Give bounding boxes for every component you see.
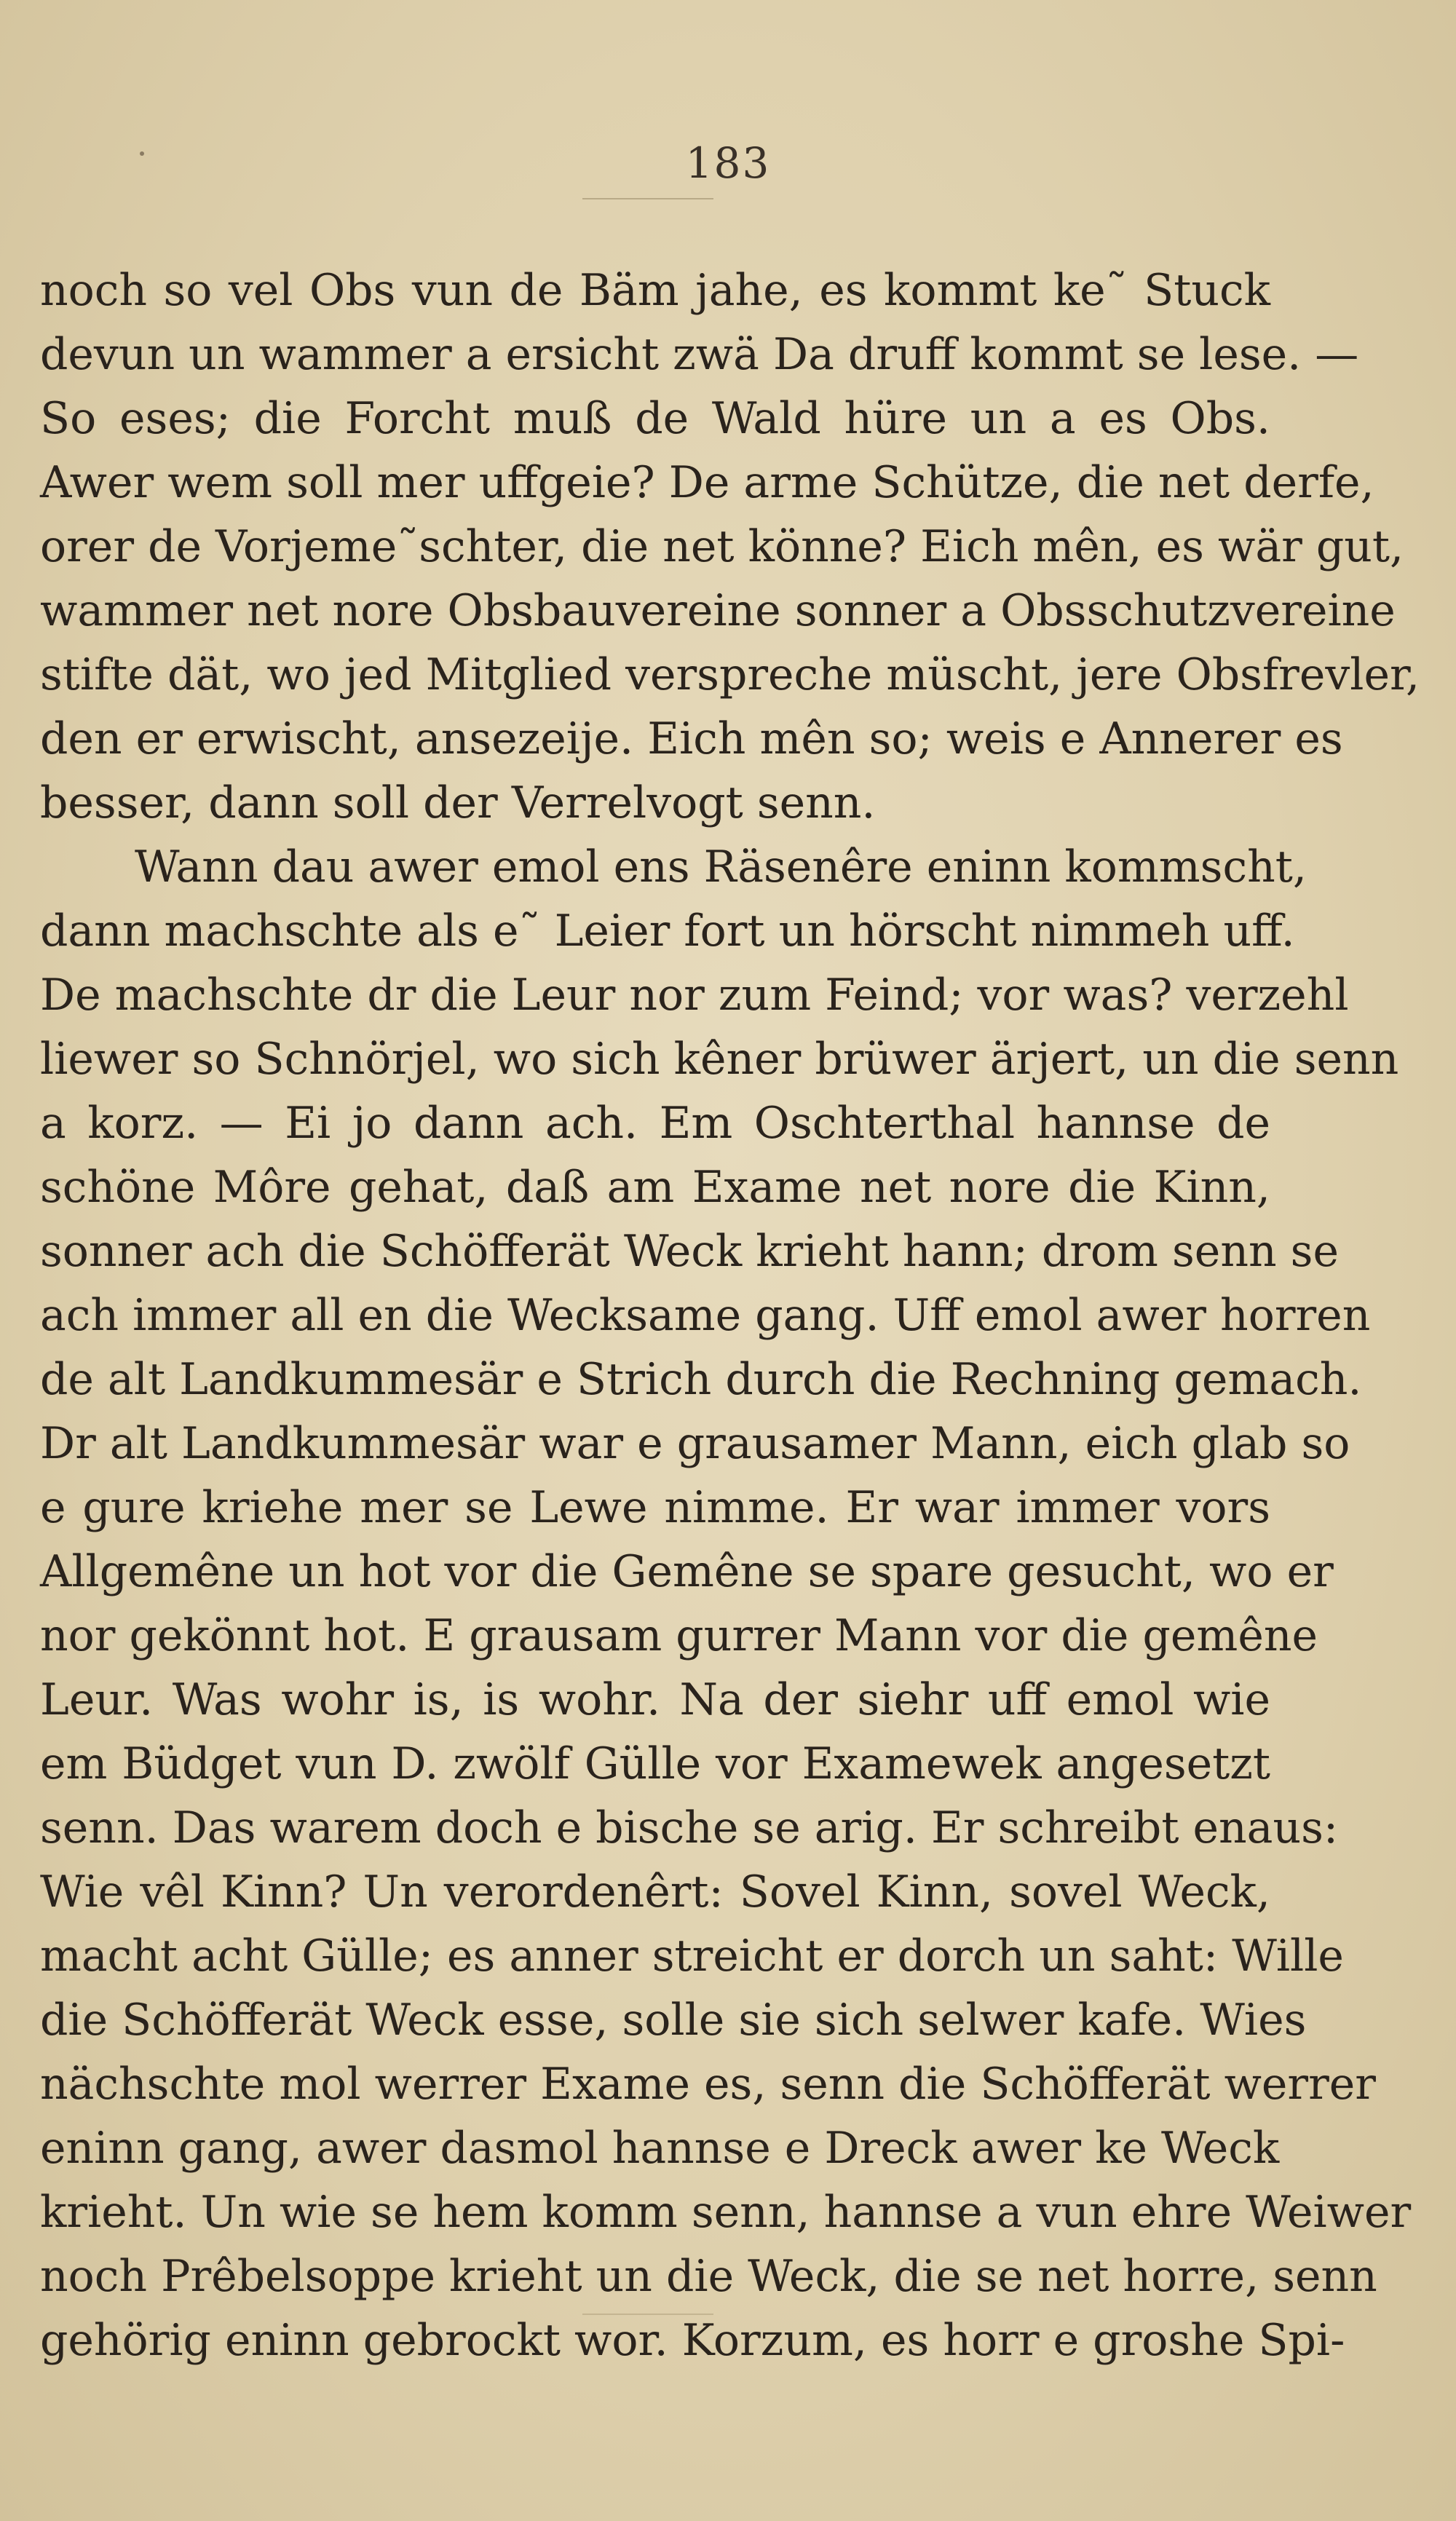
header-rule (582, 198, 713, 199)
text-line: eninn gang, awer dasmol hannse e Dreck awer ke Weck (40, 2123, 1280, 2174)
text-line: De machschte dr die Leur nor zum Feind; vor was? verzehl (40, 970, 1349, 1021)
text-line: orer de Vorjeme˜schter, die net könne? Eich mên, es wär gut, (40, 521, 1404, 572)
text-line: a korz. — Ei jo dann ach. Em Oschterthal hannse de (40, 1098, 1270, 1149)
text-line: ach immer all en die Wecksame gang. Uff emol awer horren (40, 1290, 1371, 1341)
body-text (40, 258, 1420, 2372)
text-line: Allgemêne un hot vor die Gemêne se spare gesucht, wo er (40, 1546, 1334, 1597)
text-line: noch so vel Obs vun de Bäm jahe, es kommt ke˜ Stuck (40, 265, 1270, 316)
paragraph-start-line: Wann dau awer emol ens Räsenêre eninn kommscht, (135, 842, 1307, 893)
text-line: macht acht Gülle; es anner streicht er dorch un saht: Wille (40, 1931, 1344, 1982)
text-line: Leur. Was wohr is, is wohr. Na der siehr uff emol wie (40, 1674, 1270, 1725)
text-line: sonner ach die Schöfferät Weck krieht hann; drom senn se (40, 1226, 1339, 1277)
text-line: Dr alt Landkummesär war e grausamer Mann, eich glab so (40, 1418, 1350, 1469)
text-line: nächschte mol werrer Exame es, senn die Schöfferät werrer (40, 2059, 1376, 2110)
paragraph-end-line: besser, dann soll der Verrelvogt senn. (40, 777, 876, 828)
text-line: Awer wem soll mer uffgeie? De arme Schütze, die net derfe, (40, 457, 1374, 508)
text-line: liewer so Schnörjel, wo sich kêner brüwer ärjert, un die senn (40, 1034, 1399, 1085)
text-line: de alt Landkummesär e Strich durch die Rechning gemach. (40, 1354, 1362, 1405)
text-line: noch Prêbelsoppe krieht un die Weck, die se net horre, senn (40, 2251, 1377, 2302)
text-line: em Büdget vun D. zwölf Gülle vor Examewek angesetzt (40, 1738, 1270, 1789)
text-line: devun un wammer a ersicht zwä Da druff kommt se lese. — (40, 329, 1359, 380)
text-line: schöne Môre gehat, daß am Exame net nore die Kinn, (40, 1162, 1270, 1213)
text-line: Wie vêl Kinn? Un verordenêrt: Sovel Kinn, sovel Weck, (40, 1867, 1270, 1918)
text-line: e gure kriehe mer se Lewe nimme. Er war immer vors (40, 1482, 1270, 1533)
text-line: So eses; die Forcht muß de Wald hüre un a es Obs. (40, 393, 1270, 444)
page-number: 183 (685, 138, 771, 188)
text-line: gehörig eninn gebrockt wor. Korzum, es horr e groshe Spi- (40, 2315, 1345, 2366)
text-line: den er erwischt, ansezeije. Eich mên so; weis e Annerer es (40, 713, 1343, 764)
text-line: dann machschte als e˜ Leier fort un hörscht nimmeh uff. (40, 906, 1295, 957)
text-line: stifte dät, wo jed Mitglied verspreche müscht, jere Obsfrevler, (40, 649, 1420, 700)
footer-rule (582, 2314, 713, 2315)
text-line: senn. Das warem doch e bische se arig. Er schreibt enaus: (40, 1802, 1339, 1853)
text-line: wammer net nore Obsbauvereine sonner a Obsschutzvereine (40, 585, 1396, 636)
text-line: nor gekönnt hot. E grausam gurrer Mann vor die gemêne (40, 1610, 1318, 1661)
text-line: krieht. Un wie se hem komm senn, hannse a vun ehre Weiwer (40, 2187, 1412, 2238)
text-line: die Schöfferät Weck esse, solle sie sich selwer kafe. Wies (40, 1995, 1307, 2046)
